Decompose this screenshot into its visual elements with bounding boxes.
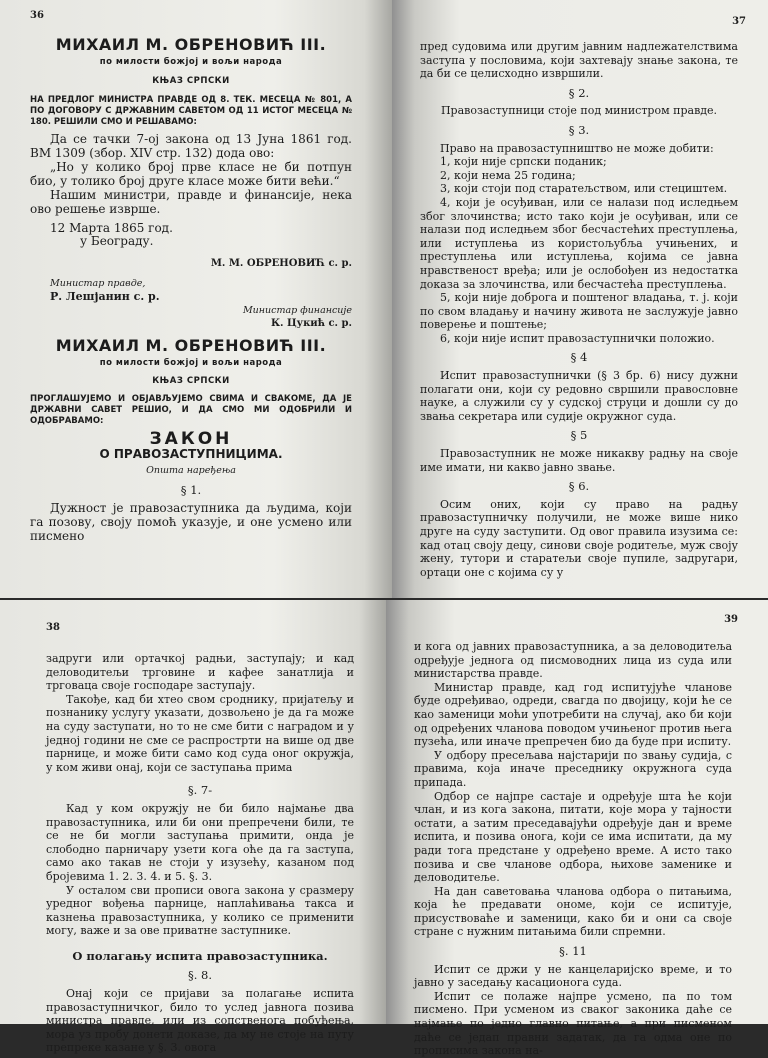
minister-finance-name: К. Цукић с. р. [270, 318, 352, 330]
section-3-intro: Право на правозаступништво не може добити: [440, 141, 714, 155]
law-header-title: МИХАИЛ М. ОБРЕНОВИЋ III. [55, 335, 327, 355]
section-3-item-3: 3, који стоји под старатељством, или стециштем. [440, 182, 728, 196]
page-number: 36 [30, 10, 44, 21]
para-5: На дан саветовања чланова одбора о питањима, која ће предавати ономе, који се испитује, присуствоваће и заменици, како би и они са своје стране с нужним питањима били спремни. [414, 884, 732, 939]
page-36 [0, 0, 392, 598]
section-8-text: Онај који се пријави за полагање испита правозаступничког, било то услед јавнога позива министра правде, или из сопственога побуђења, мора уз пробу донети доказе, да му не стоје на путу препреке казане у §. 3. овога [46, 987, 354, 1055]
page-number: 38 [46, 622, 60, 633]
decree-place: у Београду. [80, 234, 154, 249]
section-3-item-2: 2, који нема 25 година; [440, 168, 576, 182]
page-number: 37 [732, 16, 746, 27]
para-2: Министар правде, кад год испитујуће чланове буде одређивао, одреди, свагда по двојицу, који ће се као заменици моћи употребити на случај, ако би који од одређених чланова поводом учињеног против њега пузећа, или иначе препречен био да буде при испиту. [414, 680, 732, 749]
decree-date: 12 Марта 1865 год. [50, 220, 173, 235]
section-11-text: Испит се држи у не канцеларијско време, и то јавно у заседању касационога суда. [414, 962, 732, 990]
proclaim-text: ПРОГЛАШУЈЕМО И ОБЈАВЉУЈЕМО СВИМА И СВАКОМЕ, ДА ЈЕ ДРЖАВНИ САВЕТ РЕШИО, И ДА СМО МИ ОДОБРИЛИ И ОДОБРАВАМО: [30, 393, 352, 426]
proposal-text: НА ПРЕДЛОГ МИНИСТРА ПРАВДЕ ОД 8. ТЕК. МЕСЕЦА № 801, А ПО ДОГОВОРУ С ДРЖАВНИМ САВЕТОМ ОД 11 ИСТОГ МЕСЕЦА № 180. РЕШИЛИ СМО И РЕШАВАМО: [30, 94, 352, 127]
page-38-body [46, 652, 354, 1055]
page-38 [0, 600, 386, 1055]
section-3-item-1: 1, који није српски поданик; [440, 155, 607, 169]
bottom-spread [0, 600, 768, 1058]
decree-para-3: Нашим министри, правде и финансије, нека ово решење изврше. [30, 187, 352, 216]
law-subtitle: О ПРАВОЗАСТУПНИЦИМА. [99, 447, 283, 462]
continuation-text: пред судовима или другим јавним надлежателствима заступа у пословима, који захтевају знање закона, те да би се целисходно извршили. [420, 40, 738, 81]
section-3-item-6: 6, који није испит правозаступнички положио. [440, 331, 715, 345]
section-7: §. 7- [187, 783, 213, 798]
continuation-text: задруги или ортачкој радњи, заступају; и кад деловодитељи трговине и кафее занатлија и трговаца своје господаре заступају. [46, 652, 354, 693]
exam-heading: О полагању испита правозаступника. [72, 948, 328, 963]
prince-line: КЊАЗ СРПСКИ [152, 76, 230, 87]
page-39-body [414, 640, 732, 1058]
page-number: 39 [724, 614, 738, 625]
section-4-text: Испит правозаступнички (§ 3 бр. 6) нису дужни полагати они, који су редовно свршили правословне науке, а служили су у судској струци и дошли су до звања секретара или судије окружног суда. [420, 369, 738, 423]
decree-para-2: „Но у колико број прве класе не би потпун био, у толико број друге класе може бити већи.“ [30, 159, 352, 188]
prince-signature: М. М. ОБРЕНОВИЋ с. р. [210, 257, 352, 269]
decree-para-1: Да се тачки 7-ој закона од 13 Јуна 1861 год. ВМ 1309 (збор. XIV стр. 132) дода ово: [30, 131, 352, 160]
section-11: §. 11 [559, 944, 587, 959]
minister-justice-title: Министар правде, [50, 277, 146, 289]
section-5-text: Правозаступник не може никакву радњу на своје име имати, ни какво јавно звање. [420, 447, 738, 474]
continuation-text: и кога од јавних правозаступника, а за деловодитеља одређује једнога од писмоводних лица из суда или министарства правде. [414, 640, 732, 681]
section-7-text-2: У осталом сви прописи овога закона у сразмеру уредног вођења парнице, наплаћивања такса и казнења правозаступника, у колико се применити могу, важе и за ове приватне заступнике. [46, 883, 354, 938]
section-2-text: Правозаступници стоје под министром правде. [440, 104, 718, 118]
section-7-text: Кад у ком окружју не би било најмање два правозаступника, или би они препречени били, те се не би могли заступања примити, онда је слободно парничару узети кога оће да га заступа, само ако такав не стоји у изузећу, казаном под бројевима 1. 2. 3. 4. и 5. §. 3. [46, 801, 354, 883]
page-37-body [420, 40, 738, 579]
section-3: § 3. [568, 122, 590, 137]
law-prince-line: КЊАЗ СРПСКИ [152, 376, 230, 387]
section-3-item-4: 4, који је осуђиван, или се налази под иследњем због злочинства; исто тако који је осуђиван, или се налази под иследњем због бесчастећих преступлења, или иступлења из користољубља учињених, и преступлења или иступлења, којима се јавна нравственост вређа; или је ослобођен из недостатка доказа за злочинства, или бесчастећа преступлења. [420, 195, 738, 291]
page-37 [392, 0, 768, 598]
para-2: Такође, кад би хтео свом сроднику, пријатељу и познанику услугу указати, дозвољено је да га може на суду заступати, но то не сме бити с наградом и у једној години не сме се распрострти на више од две парнице, и може бити само код суда оног окружја, у ком живи онај, који се заступања прима [46, 692, 354, 774]
decree-title: МИХАИЛ М. ОБРЕНОВИЋ III. [55, 35, 327, 54]
section-3-item-5: 5, који није доброга и поштеног владања, т. ј. који по свом владању и начину живота не заслужује јавно поверење и поштење; [420, 291, 738, 332]
section-2: § 2. [568, 85, 590, 100]
section-4: § 4 [570, 350, 588, 365]
general-provisions: Општа наређења [146, 464, 236, 476]
para-4: Одбор се најпре састаје и одређује шта ће који члан, и из кога закона, питати, које мора у тајности остати, а затим преседавајући одређује дан и време испита, и позива онога, који се има испитати, да му ради тога предстане у одређено време. А исто тако позива и све чланове одбора, њихове заменике и деловодитеље. [414, 789, 732, 885]
section-6: § 6. [568, 479, 590, 494]
minister-finance-title: Министар финансије [242, 304, 352, 316]
section-5: § 5 [570, 428, 588, 443]
para-3: У одбору пресељава најстарији по звању судија, с правима, која иначе преседнику окружнога суда припада. [414, 748, 732, 789]
section-6-text: Осим оних, који су право на радњу правозаступничку получили, не може више нико друге на суду заступити. Од овог правила изузима се: кад отац своју децу, синови своје родитеље, муж своју жену, тутори и старатељи своје пупиле, задругари, ортаци оне с којима су у [420, 497, 738, 579]
law-heading: ЗАКОН [149, 428, 233, 449]
section-1: § 1. [180, 482, 202, 497]
page-36-body [30, 35, 352, 544]
page-39 [386, 600, 768, 1058]
grace-line: по милости божјој и вољи народа [99, 56, 283, 67]
section-11-text-2: Испит се полаже најпре усмено, па по том писмено. При усменом из сваког законика даће се најмање по једно главно питање, а при писменом даће се једап правни задатак, да га одма оне по прописима закона на- [414, 989, 732, 1058]
section-1-text: Дужност је правозаступника да људима, који га позову, своју помоћ указује, и оне усмено или писмено [30, 501, 352, 544]
minister-justice-name: Р. Лешјанин с. р. [50, 290, 160, 304]
law-grace-line: по милости божјој и вољи народа [99, 357, 283, 368]
section-8: §. 8. [187, 968, 213, 983]
